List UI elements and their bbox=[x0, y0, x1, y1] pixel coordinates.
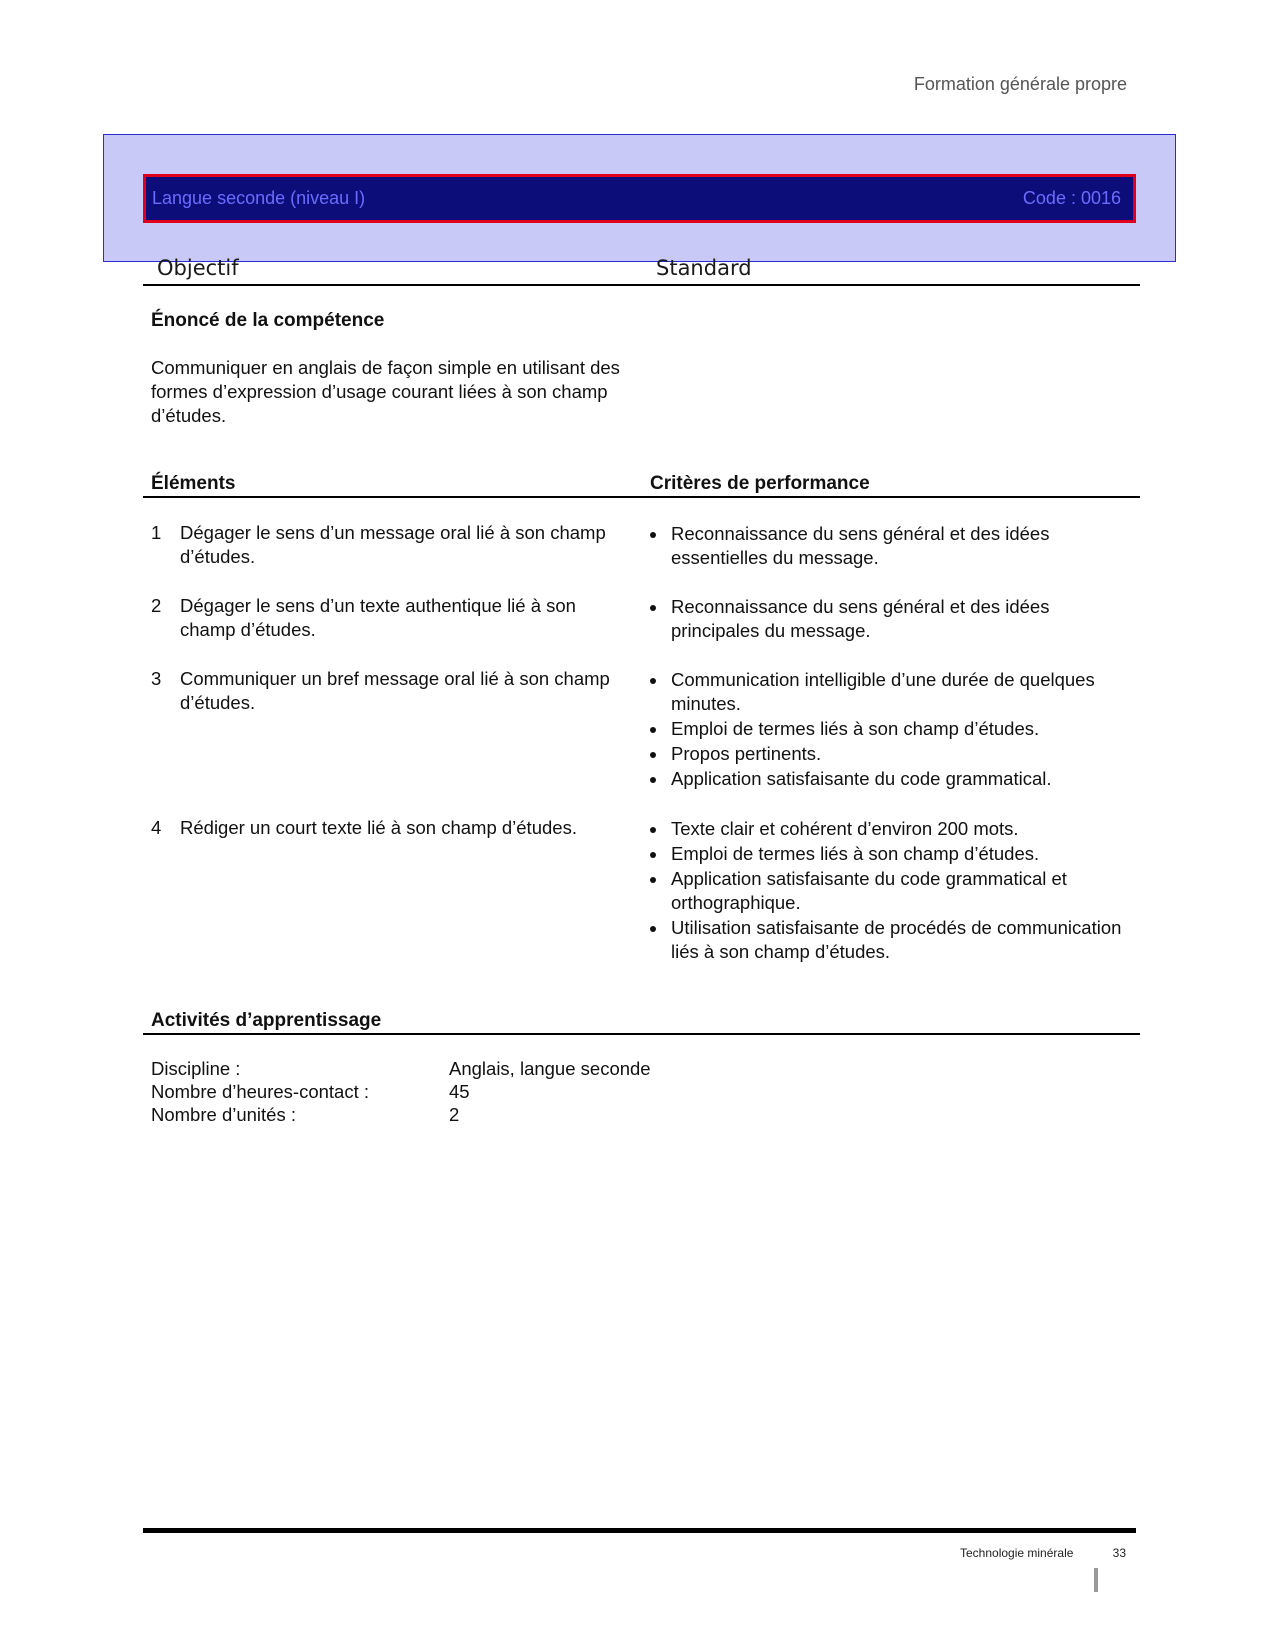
competence-statement: Communiquer en anglais de façon simple en utilisant des formes d’expression d’usage courant liées à son champ d’études. bbox=[151, 357, 620, 426]
objective-column-heading: Objectif bbox=[157, 256, 239, 280]
criterion-item: Communication intelligible d’une durée de quelques minutes. bbox=[650, 668, 1130, 716]
element-number: 3 bbox=[151, 668, 162, 689]
criteria-list bbox=[650, 817, 1130, 965]
bullet-icon bbox=[650, 877, 656, 883]
criterion-item: Application satisfaisante du code grammatical. bbox=[650, 767, 1130, 791]
page-footer bbox=[960, 1546, 1126, 1560]
criteria-title: Critères de performance bbox=[650, 473, 870, 494]
footer-rule bbox=[143, 1528, 1136, 1533]
bullet-icon bbox=[650, 852, 656, 858]
course-title: Langue seconde (niveau I) bbox=[152, 188, 366, 208]
bullet-icon bbox=[650, 532, 656, 538]
activity-label: Nombre d’heures-contact : bbox=[151, 1081, 369, 1102]
criterion-item: Reconnaissance du sens général et des idées essentielles du message. bbox=[650, 522, 1130, 570]
activity-row-hours bbox=[151, 1080, 470, 1103]
activity-value: 45 bbox=[449, 1081, 470, 1102]
criterion-item: Utilisation satisfaisante de procédés de communication liés à son champ d’études. bbox=[650, 916, 1130, 964]
standard-column-heading: Standard bbox=[656, 256, 752, 280]
bullet-icon bbox=[650, 926, 656, 932]
bullet-icon bbox=[650, 678, 656, 684]
element-item bbox=[151, 521, 631, 569]
criterion-item: Reconnaissance du sens général et des idées principales du message. bbox=[650, 595, 1130, 643]
activity-label: Nombre d’unités : bbox=[151, 1104, 296, 1125]
page-number: 33 bbox=[1112, 1546, 1126, 1560]
criteria-list bbox=[650, 595, 1130, 644]
element-item bbox=[151, 816, 631, 840]
heading-rule bbox=[143, 284, 1140, 286]
bullet-icon bbox=[650, 827, 656, 833]
element-text: Rédiger un court texte lié à son champ d’études. bbox=[180, 817, 577, 838]
footer-program: Technologie minérale bbox=[960, 1546, 1074, 1560]
bullet-icon bbox=[650, 727, 656, 733]
element-item bbox=[151, 667, 631, 715]
element-text: Communiquer un bref message oral lié à son champ d’études. bbox=[180, 668, 610, 713]
elements-title: Éléments bbox=[151, 473, 236, 494]
criterion-item: Propos pertinents. bbox=[650, 742, 1130, 766]
competence-title: Énoncé de la compétence bbox=[151, 310, 385, 331]
element-text: Dégager le sens d’un texte authentique lié à son champ d’études. bbox=[180, 595, 576, 640]
bullet-icon bbox=[650, 777, 656, 783]
footer-mark bbox=[1094, 1568, 1098, 1592]
bullet-icon bbox=[650, 752, 656, 758]
criterion-item: Emploi de termes liés à son champ d’études. bbox=[650, 842, 1130, 866]
activity-label: Discipline : bbox=[151, 1058, 241, 1079]
bullet-icon bbox=[650, 605, 656, 611]
course-title-bar bbox=[143, 174, 1136, 223]
criteria-list bbox=[650, 522, 1130, 571]
criterion-item: Application satisfaisante du code grammatical et orthographique. bbox=[650, 867, 1130, 915]
running-header: Formation générale propre bbox=[913, 74, 1127, 94]
activity-value: 2 bbox=[449, 1104, 460, 1125]
element-number: 2 bbox=[151, 595, 162, 616]
criteria-list bbox=[650, 668, 1130, 792]
element-item bbox=[151, 594, 631, 642]
activities-rule bbox=[143, 1033, 1140, 1035]
elements-rule bbox=[143, 496, 1140, 498]
criterion-item: Texte clair et cohérent d’environ 200 mots. bbox=[650, 817, 1130, 841]
activities-title: Activités d’apprentissage bbox=[151, 1010, 382, 1031]
element-text: Dégager le sens d’un message oral lié à son champ d’études. bbox=[180, 522, 606, 567]
course-code: Code : 0016 bbox=[1022, 188, 1121, 208]
element-number: 1 bbox=[151, 522, 162, 543]
element-number: 4 bbox=[151, 817, 162, 838]
activity-row-units bbox=[151, 1103, 459, 1126]
activity-row-discipline bbox=[151, 1057, 651, 1080]
activity-value: Anglais, langue seconde bbox=[449, 1058, 651, 1079]
criterion-item: Emploi de termes liés à son champ d’études. bbox=[650, 717, 1130, 741]
